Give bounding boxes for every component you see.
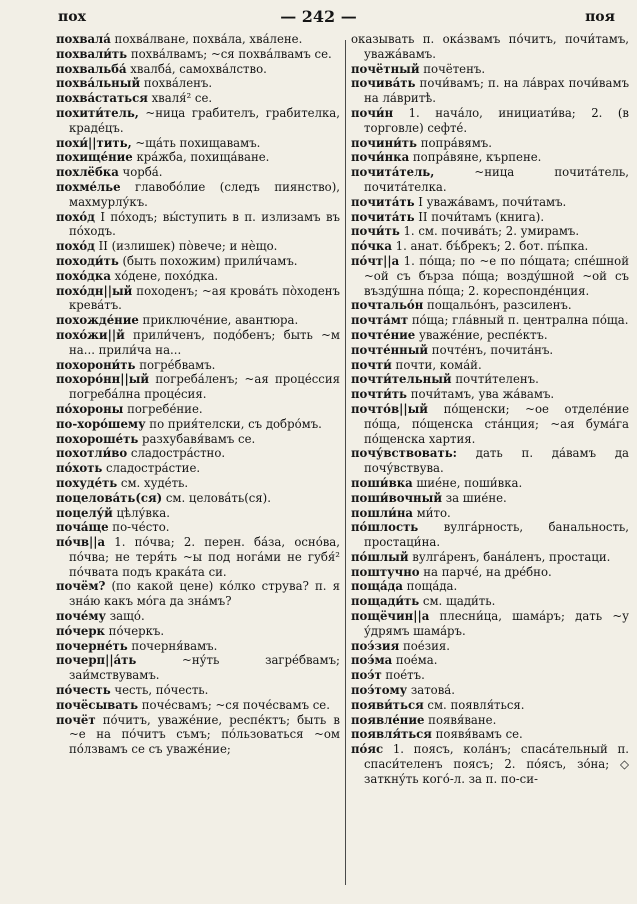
entry-headword: по́шлый — [351, 549, 409, 564]
entry-headword: похороше́ть — [56, 431, 139, 446]
entry-definition: хваля́² се. — [147, 91, 213, 106]
entry-definition: хо́дене, похо́дка. — [110, 268, 219, 283]
entry-headword: почи́нка — [351, 150, 410, 165]
entry-headword: по́хоть — [56, 461, 103, 476]
entry-definition: разхубавя́вамъ се. — [138, 431, 256, 446]
dictionary-entry — [351, 328, 629, 343]
entry-headword: похо́жи||й — [56, 327, 125, 342]
entry-definition: II (излишек) по̀вече; и нѐщо. — [94, 239, 278, 254]
entry-definition: вулга́ренъ, бана́ленъ, простаци. — [408, 549, 611, 564]
entry-headword: почита́тель, — [351, 165, 435, 180]
entry-definition: по́ща; гла́вный п. централна по́ща. — [408, 313, 629, 328]
entry-headword: по-хоро́шему — [56, 416, 146, 431]
dictionary-entry — [351, 491, 629, 506]
entry-headword: по́черк — [56, 623, 105, 638]
dictionary-entry — [56, 579, 340, 609]
entry-definition: почи́вамъ; п. на ла́врах почи́вамъ на ла́вритѣ. — [364, 76, 629, 106]
entry-definition: ми́то. — [412, 505, 451, 520]
entry-definition: см. появля́ться. — [423, 697, 525, 712]
dictionary-entry — [56, 76, 340, 91]
entry-definition: поче́свамъ; ~ся поче́свамъ се. — [138, 697, 330, 712]
dictionary-entry — [56, 402, 340, 417]
entry-headword: похва́статься — [56, 91, 148, 106]
entry-headword: почта́мт — [351, 313, 409, 328]
entry-headword: похвальба́ — [56, 61, 127, 76]
entry-headword: похоро́нн||ый — [56, 372, 150, 387]
entry-definition: походенъ; ~ая крова́ть по̀ходенъ крева́тъ. — [69, 283, 340, 313]
dictionary-entry — [56, 106, 340, 136]
entry-definition: 1. см. почива́ть; 2. умирамъ. — [399, 224, 580, 239]
dictionary-entry — [351, 313, 629, 328]
entry-definition: появя́вамъ се. — [431, 727, 523, 742]
dictionary-entry — [351, 446, 629, 476]
entry-definition: попра́вяне, кърпене. — [409, 150, 542, 165]
dictionary-entry — [56, 313, 340, 328]
entry-headword: почини́ть — [351, 135, 417, 150]
dictionary-entry — [56, 62, 340, 77]
entry-headword: поши́вка — [351, 475, 413, 490]
entry-definition: см. щади́ть. — [419, 594, 496, 609]
entry-definition: почти́теленъ. — [451, 372, 539, 387]
dictionary-entry — [56, 609, 340, 624]
dictionary-entry — [56, 328, 340, 358]
dictionary-entry — [56, 417, 340, 432]
entry-headword: поэ́тому — [351, 683, 408, 698]
entry-definition: I по́ходъ; вы́ступить в п. излизамъ въ по́ходъ. — [69, 209, 340, 239]
right-guide-word: поя — [585, 9, 615, 25]
entry-definition: главобо́лие (следъ пиянство), махмурлу́къ. — [69, 179, 340, 209]
dictionary-entry — [351, 239, 629, 254]
entry-headword: почто́в||ый — [351, 401, 428, 416]
entry-definition: сладостра́стие. — [102, 461, 201, 476]
entry-definition: I уважа́вамъ, почи́тамъ. — [414, 194, 567, 209]
dictionary-entry — [351, 476, 629, 491]
dictionary-entry — [56, 476, 340, 491]
entry-definition: 1. нача́ло, инициати́ва; 2. (в торговле) сефте́. — [364, 105, 629, 135]
entry-headword: по́шлость — [351, 520, 419, 535]
dictionary-entry — [56, 520, 340, 535]
entry-headword: почём? — [56, 579, 106, 594]
entry-headword: похотли́во — [56, 446, 128, 461]
entry-definition: защо́. — [105, 609, 145, 624]
entry-headword: почётный — [351, 61, 420, 76]
dictionary-entry — [351, 713, 629, 728]
left-column — [56, 32, 340, 757]
entry-definition: 1. по́ща; по ~е по по́щата; спе́шной ~ой съ бърза по́ща; возду́шной ~ой съ възду́шна по́ща; 2. кореспонде́нция. — [364, 253, 629, 298]
entry-definition: пощальо́нъ, разсиленъ. — [423, 298, 572, 313]
entry-headword: почита́ть — [351, 209, 415, 224]
dictionary-entry — [351, 387, 629, 402]
entry-definition: по́щенски; ~ое отделе́ние по́ща, по́щенска ста́нция; ~ая бума́га по́щенска хартия. — [364, 401, 629, 446]
entry-headword: почёсывать — [56, 697, 139, 712]
entry-definition: см. худе́ть. — [117, 475, 189, 490]
dictionary-entry — [351, 358, 629, 373]
entry-headword: почи́ть — [351, 224, 400, 239]
dictionary-entry — [351, 565, 629, 580]
entry-definition: пое́ма. — [392, 653, 438, 668]
entry-headword: пошли́на — [351, 505, 413, 520]
entry-headword: почти́тельный — [351, 372, 452, 387]
dictionary-entry — [56, 372, 340, 402]
entry-headword: похва́льный — [56, 76, 141, 91]
entry-definition: похва́ленъ. — [140, 76, 213, 91]
dictionary-entry — [56, 91, 340, 106]
entry-definition: сладостра́стно. — [127, 446, 226, 461]
entry-definition: оказывать п. ока́звамъ по́читъ, почи́тамъ, уважа́вамъ. — [351, 32, 629, 61]
entry-definition: попра́вямъ. — [416, 135, 492, 150]
entry-headword: похвала́ — [56, 32, 111, 46]
dictionary-entry — [56, 358, 340, 373]
dictionary-entry — [351, 579, 629, 594]
dictionary-entry — [56, 535, 340, 579]
dictionary-entry — [56, 653, 340, 683]
entry-headword: поэ́ма — [351, 653, 393, 668]
entry-definition: по́читъ, уваже́ние, респе́ктъ; быть в ~е на по́читъ съмъ; по́льзоваться ~ом по́лзвамъ се съ уваже́ние; — [69, 712, 340, 757]
page-number: — 242 — — [280, 7, 357, 26]
dictionary-entry — [56, 180, 340, 210]
entry-definition: почти, кома́й. — [391, 357, 482, 372]
dictionary-entry — [351, 742, 629, 786]
dictionary-entry — [351, 402, 629, 446]
entry-definition: затова́. — [407, 683, 455, 698]
entry-definition: по прия́телски, съ добро́мъ. — [145, 416, 322, 431]
dictionary-entry — [351, 506, 629, 521]
entry-definition: похва́лване, похва́ла, хва́лене. — [110, 32, 303, 46]
entry-headword: почерне́ть — [56, 638, 128, 653]
dictionary-entry — [351, 639, 629, 654]
left-guide-word: пох — [58, 9, 86, 25]
entry-headword: похуде́ть — [56, 475, 118, 490]
entry-definition: появя́ване. — [424, 712, 497, 727]
entry-headword: по́чв||а — [56, 535, 106, 550]
column-divider — [345, 40, 346, 885]
dictionary-entry — [351, 32, 629, 62]
dictionary-entry — [351, 594, 629, 609]
entry-definition: вулга́рность, банальность, простаци́на. — [364, 520, 629, 550]
entry-headword: почита́ть — [351, 194, 415, 209]
dictionary-entry — [351, 298, 629, 313]
entry-headword: почте́ние — [351, 327, 416, 342]
entry-headword: похорони́ть — [56, 357, 136, 372]
dictionary-entry — [56, 713, 340, 757]
entry-headword: похо́д — [56, 239, 95, 254]
entry-headword: почёт — [56, 712, 96, 727]
entry-headword: похи́||тить, — [56, 135, 132, 150]
entry-definition: почерня́вамъ. — [127, 638, 218, 653]
dictionary-entry — [351, 520, 629, 550]
entry-definition: погре́бвамъ. — [135, 357, 216, 372]
entry-headword: поцелу́й — [56, 505, 113, 520]
entry-definition: погреба́ленъ; ~ая проце́ссия погреба́лна проце́сия. — [69, 372, 340, 402]
entry-headword: почерп||а́ть — [56, 653, 137, 668]
dictionary-entry — [351, 76, 629, 106]
page-header — [0, 6, 637, 28]
dictionary-entry — [351, 210, 629, 225]
dictionary-entry — [56, 284, 340, 314]
dictionary-entry — [56, 32, 340, 47]
entry-definition: по-че́сто. — [108, 520, 170, 535]
entry-definition: приключе́ние, авантюра. — [138, 313, 299, 328]
dictionary-entry — [56, 698, 340, 713]
entry-definition: 1. анат. бъ́брекъ; 2. бот. пъ́пка. — [391, 239, 589, 254]
entry-definition: погребе́ние. — [123, 401, 203, 416]
dictionary-entry — [56, 165, 340, 180]
dictionary-entry — [351, 372, 629, 387]
entry-definition: по́черкъ. — [104, 623, 165, 638]
entry-definition: чорба́. — [118, 165, 163, 180]
entry-definition: ~ница почита́тель, почита́телка. — [364, 165, 629, 194]
entry-headword: похо́дка — [56, 268, 111, 283]
entry-headword: по́чт||а — [351, 253, 400, 268]
entry-definition: см. целова́ть(ся). — [162, 490, 271, 505]
entry-headword: поща́да — [351, 579, 403, 594]
entry-headword: почти́ть — [351, 387, 407, 402]
entry-headword: почте́нный — [351, 342, 429, 357]
entry-definition: плесни́ца, шама́ръ; дать ~у у́дрямъ шама́ръ. — [364, 609, 629, 638]
entry-headword: похме́лье — [56, 179, 121, 194]
dictionary-entry — [56, 639, 340, 654]
entry-definition: честь, по́честь. — [110, 683, 209, 698]
dictionary-entry — [351, 343, 629, 358]
dictionary-entry — [351, 727, 629, 742]
dictionary-entry — [351, 254, 629, 298]
entry-headword: похлёбка — [56, 165, 119, 180]
dictionary-entry — [351, 698, 629, 713]
dictionary-entry — [351, 550, 629, 565]
entry-headword: по́честь — [56, 683, 111, 698]
entry-headword: похище́ние — [56, 150, 133, 165]
dictionary-entry — [56, 136, 340, 151]
entry-definition: (быть похожим) прили́чамъ. — [118, 253, 298, 268]
dictionary-entry — [56, 47, 340, 62]
dictionary-entry — [56, 683, 340, 698]
entry-definition: шие́не, поши́вка. — [412, 475, 523, 490]
entry-headword: почти́ — [351, 357, 392, 372]
entry-definition: на парче́, на дре́бно. — [419, 564, 552, 579]
entry-headword: поши́вочный — [351, 490, 442, 505]
dictionary-entry — [56, 269, 340, 284]
entry-headword: по́чка — [351, 239, 392, 254]
entry-headword: похити́тель, — [56, 105, 139, 120]
entry-headword: похо́д — [56, 209, 95, 224]
dictionary-entry — [351, 224, 629, 239]
entry-definition: хвалба́, самохва́лство. — [126, 61, 267, 76]
entry-headword: похожде́ние — [56, 313, 139, 328]
entry-headword: почива́ть — [351, 76, 416, 91]
dictionary-entry — [351, 150, 629, 165]
entry-definition: кра́жба, похища́ване. — [132, 150, 270, 165]
entry-headword: поэ́т — [351, 668, 382, 683]
dictionary-entry — [56, 150, 340, 165]
entry-definition: пое́тъ. — [381, 668, 425, 683]
entry-headword: почи́н — [351, 105, 394, 120]
right-column — [351, 32, 629, 787]
dictionary-entry — [56, 491, 340, 506]
dictionary-entry — [351, 683, 629, 698]
dictionary-entry — [351, 106, 629, 136]
entry-definition: 1. по́чва; 2. перен. ба́за, осно́ва, по́чва; не теря́ть ~ы под нога́ми не губя́² по́чвата подъ крака́та си. — [69, 535, 340, 579]
dictionary-entry — [351, 195, 629, 210]
entry-definition: 1. поясъ, кола́нъ; спаса́тельный п. спаси́теленъ поясъ; 2. по́ясъ, зо́на; ◇ заткну́ть кого́-л. за п. по-си- — [364, 742, 629, 786]
entry-headword: появи́ться — [351, 697, 424, 712]
entry-definition: уваже́ние, респе́ктъ. — [415, 327, 548, 342]
entry-headword: похвали́ть — [56, 46, 128, 61]
entry-definition: поща́да. — [402, 579, 458, 594]
dictionary-entry — [56, 432, 340, 447]
entry-headword: поцелова́ть(ся) — [56, 490, 163, 505]
entry-headword: появля́ться — [351, 727, 432, 742]
dictionary-entry — [56, 624, 340, 639]
entry-headword: по́яс — [351, 742, 384, 757]
dictionary-entry — [351, 609, 629, 639]
dictionary-entry — [56, 506, 340, 521]
entry-definition: (по какой цене) ко́лко струва? п. я зна́ю какъ мо́га да зна́мъ? — [69, 579, 340, 609]
entry-headword: почтальо́н — [351, 298, 424, 313]
entry-definition: ~ница грабителъ, грабителка, краде́цъ. — [69, 105, 340, 135]
entry-definition: цѣлу́вка. — [112, 505, 170, 520]
entry-headword: появле́ние — [351, 712, 425, 727]
entry-headword: пощёчин||а — [351, 609, 430, 624]
entry-definition: дать п. да́вамъ да почу́вствува. — [364, 446, 629, 476]
dictionary-entry — [351, 653, 629, 668]
entry-headword: похо́дн||ый — [56, 283, 133, 298]
entry-headword: поча́ще — [56, 520, 109, 535]
dictionary-entry — [351, 136, 629, 151]
entry-definition: за шие́не. — [442, 490, 507, 505]
entry-headword: поштучно — [351, 564, 420, 579]
dictionary-entry — [56, 446, 340, 461]
dictionary-entry — [56, 461, 340, 476]
entry-headword: походи́ть — [56, 253, 119, 268]
entry-headword: поэ́зия — [351, 638, 400, 653]
entry-definition: почте́нъ, почита́нъ. — [428, 342, 554, 357]
entry-definition: ~ну́ть загре́бвамъ; заи́мствувамъ. — [69, 653, 340, 683]
entry-definition: ~ща́ть похищавамъ. — [131, 135, 261, 150]
entry-headword: пощади́ть — [351, 594, 420, 609]
dictionary-entry — [351, 668, 629, 683]
entry-definition: II почи́тамъ (книга). — [414, 209, 545, 224]
entry-headword: по́хороны — [56, 401, 124, 416]
entry-headword: почу́вствовать: — [351, 446, 457, 461]
dictionary-entry — [56, 239, 340, 254]
dictionary-entry — [56, 254, 340, 269]
entry-definition: похва́лвамъ; ~ся похва́лвамъ се. — [127, 46, 332, 61]
dictionary-entry — [56, 210, 340, 240]
entry-definition: прили́ченъ, подо́бенъ; быть ~м на... прили́ча на... — [69, 327, 340, 357]
dictionary-entry — [351, 165, 629, 195]
dictionary-entry — [351, 62, 629, 77]
entry-definition: почётенъ. — [419, 61, 486, 76]
entry-definition: пое́зия. — [399, 638, 450, 653]
entry-headword: поче́му — [56, 609, 106, 624]
entry-definition: почи́тамъ, ува жа́вамъ. — [407, 387, 555, 402]
